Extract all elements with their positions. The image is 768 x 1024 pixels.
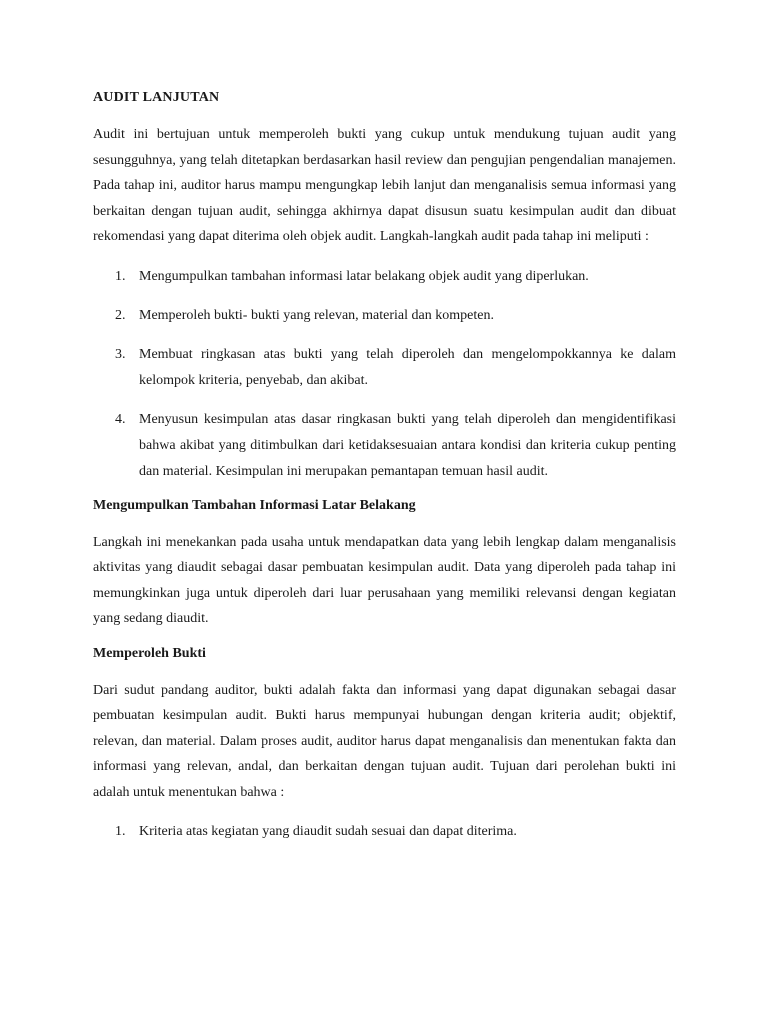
intro-paragraph: Audit ini bertujuan untuk memperoleh bukti yang cukup untuk mendukung tujuan audit yang sesungguhnya, yang telah ditetapkan berdasarkan hasil review dan pengujian pengendalian manajemen. Pada tahap ini, auditor harus mampu mengungkap lebih lanjut dan menganalisis semua informasi yang berkaitan dengan tujuan audit, sehingga akhirnya dapat disusun suatu kesimpulan audit dan dibuat rekomendasi yang dapat diterima oleh objek audit. Langkah-langkah audit pada tahap ini meliputi :	[93, 127, 676, 244]
list-number: 1.	[115, 824, 126, 839]
list-text: Membuat ringkasan atas bukti yang telah diperoleh dan mengelompokkannya ke dalam kelompok kriteria, penyebab, dan akibat.	[139, 346, 676, 388]
list-text: Memperoleh bukti- bukti yang relevan, material dan kompeten.	[139, 307, 494, 323]
list-text: Mengumpulkan tambahan informasi latar belakang objek audit yang diperlukan.	[139, 268, 589, 284]
list-item	[93, 819, 676, 845]
document-page	[93, 90, 676, 858]
evidence-goals-list	[93, 819, 676, 845]
list-text: Kriteria atas kegiatan yang diaudit sudah sesuai dan dapat diterima.	[139, 824, 517, 839]
list-number: 1.	[115, 268, 126, 284]
section-heading-evidence: Memperoleh Bukti	[93, 645, 206, 661]
section-paragraph-evidence: Dari sudut pandang auditor, bukti adalah fakta dan informasi yang dapat digunakan sebagai dasar pembuatan kesimpulan audit. Bukti harus mempunyai hubungan dengan kriteria audit; objektif, relevan, dan material. Dalam proses audit, auditor harus dapat menganalisis dan menentukan fakta dan informasi yang relevan, andal, dan berkaitan dengan tujuan audit. Tujuan dari perolehan bukti ini adalah untuk menentukan bahwa :	[93, 682, 676, 800]
list-item	[93, 264, 676, 290]
list-text: Menyusun kesimpulan atas dasar ringkasan bukti yang telah diperoleh dan mengidentifikasi bahwa akibat yang ditimbulkan dari ketidaksesuaian antara kondisi dan kriteria cukup penting dan material. Kesimpulan ini merupakan pemantapan temuan hasil audit.	[139, 411, 676, 479]
section-paragraph-background-info: Langkah ini menekankan pada usaha untuk mendapatkan data yang lebih lengkap dalam menganalisis aktivitas yang diaudit sebagai dasar pembuatan kesimpulan audit. Data yang diperoleh pada tahap ini memungkinkan juga untuk diperoleh dari luar perusahaan yang memiliki relevansi dengan kegiatan yang sedang diaudit.	[93, 534, 676, 626]
list-number: 2.	[115, 307, 126, 323]
section-heading-background-info: Mengumpulkan Tambahan Informasi Latar Belakang	[93, 497, 416, 513]
audit-steps-list	[93, 264, 676, 485]
document-title: AUDIT LANJUTAN	[93, 90, 220, 105]
list-item	[93, 342, 676, 394]
list-number: 3.	[115, 346, 126, 362]
list-item	[93, 407, 676, 485]
list-item	[93, 303, 676, 329]
list-number: 4.	[115, 411, 126, 427]
